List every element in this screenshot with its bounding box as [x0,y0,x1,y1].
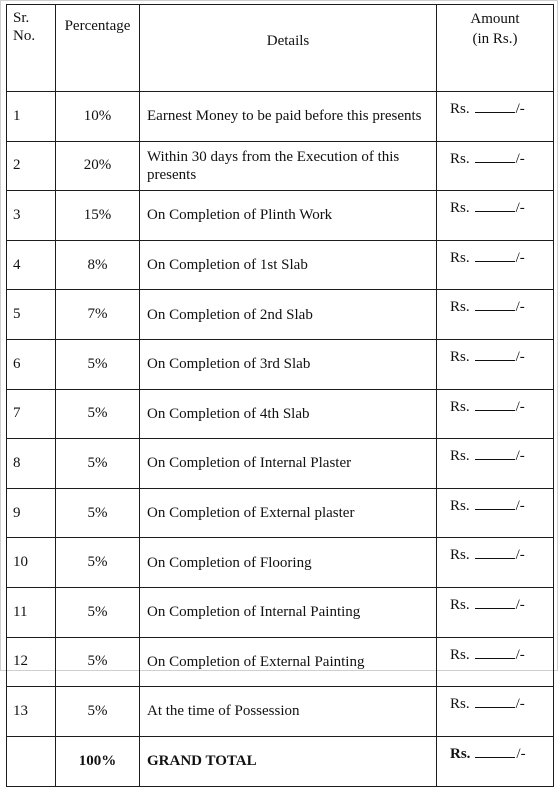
table-body [7,92,554,787]
sr-no-cell: 3 [7,191,56,241]
amount-header [437,5,554,92]
details-cell: Within 30 days from the Execution of this presents [140,141,437,191]
amount-cell [437,290,554,340]
amount-suffix: /- [515,547,525,564]
table-row [7,439,554,489]
details-cell: On Completion of 1st Slab [140,240,437,290]
amount-blank-line[interactable] [475,398,515,411]
details-cell: On Completion of External plaster [140,488,437,538]
rs-label: Rs. [450,299,470,316]
grand-total-row [7,736,554,786]
amount-suffix: /- [515,348,525,365]
percentage-cell: 15% [56,191,140,241]
amount-blank-line[interactable] [475,249,515,262]
percentage-cell: 20% [56,141,140,191]
amount-suffix: /- [515,646,525,663]
percentage-cell: 5% [56,687,140,737]
sr-no-cell: 13 [7,687,56,737]
details-cell: Earnest Money to be paid before this presents [140,92,437,142]
sr-header-line2: No. [13,28,36,44]
rs-label: Rs. [450,249,470,266]
sr-no-cell: 2 [7,141,56,191]
percentage-cell: 10% [56,92,140,142]
amount-cell [437,240,554,290]
table-row [7,240,554,290]
sr-no-cell: 7 [7,389,56,439]
amount-blank-line[interactable] [475,100,515,113]
table-row [7,637,554,687]
amount-blank-line[interactable] [475,596,515,609]
percentage-cell: 5% [56,389,140,439]
amount-blank-line[interactable] [475,546,515,559]
amount-suffix: /- [515,497,525,514]
percentage-cell: 5% [56,637,140,687]
rs-label: Rs. [450,448,470,465]
rs-label: Rs. [450,596,470,613]
sr-no-cell: 4 [7,240,56,290]
sr-no-cell: 8 [7,439,56,489]
details-header: Details [140,5,437,92]
percentage-cell: 8% [56,240,140,290]
details-cell: On Completion of 3rd Slab [140,339,437,389]
sr-no-cell: 12 [7,637,56,687]
amount-suffix: /- [515,696,525,713]
amount-suffix: /- [515,596,525,613]
details-cell: On Completion of Internal Painting [140,587,437,637]
amount-blank-line[interactable] [475,497,515,510]
table-row [7,538,554,588]
table-row [7,339,554,389]
rs-label: Rs. [450,547,470,564]
amount-blank-line[interactable] [475,695,515,708]
sr-no-cell: 6 [7,339,56,389]
amount-blank-line[interactable] [475,150,515,163]
percentage-header: Percentage [56,5,140,92]
amount-suffix: /- [515,150,525,167]
amount-cell [437,687,554,737]
percentage-cell: 5% [56,538,140,588]
percentage-cell: 5% [56,439,140,489]
details-cell: On Completion of Flooring [140,538,437,588]
table-row [7,488,554,538]
table-row [7,92,554,142]
amount-blank-line[interactable] [475,646,515,659]
sr-no-cell: 10 [7,538,56,588]
amount-cell [437,538,554,588]
details-cell: On Completion of Internal Plaster [140,439,437,489]
percentage-cell: 5% [56,587,140,637]
amount-suffix: /- [515,398,525,415]
percentage-cell: 7% [56,290,140,340]
payment-schedule-table [6,4,554,787]
sr-header-line1: Sr. [13,10,30,26]
rs-label: Rs. [450,646,470,663]
rs-label: Rs. [450,497,470,514]
rs-label: Rs. [450,150,470,167]
rs-label: Rs. [450,745,471,762]
rs-label: Rs. [450,200,470,217]
details-cell: On Completion of External Painting [140,637,437,687]
sr-no-cell: 1 [7,92,56,142]
details-cell: On Completion of 4th Slab [140,389,437,439]
percentage-cell: 5% [56,488,140,538]
table-row [7,687,554,737]
amount-blank-line[interactable] [475,745,515,758]
amount-cell [437,637,554,687]
percentage-cell: 5% [56,339,140,389]
amount-cell [437,191,554,241]
sr-no-cell [7,736,56,786]
header-row [7,5,554,92]
percentage-cell: 100% [56,736,140,786]
amount-cell [437,488,554,538]
table-row [7,587,554,637]
sr-no-cell: 11 [7,587,56,637]
amount-blank-line[interactable] [475,447,515,460]
amount-header-line1: Amount [470,11,520,27]
amount-blank-line[interactable] [475,348,515,361]
amount-cell [437,141,554,191]
amount-suffix: /- [515,101,525,117]
sr-no-cell: 5 [7,290,56,340]
details-cell: GRAND TOTAL [140,736,437,786]
amount-suffix: /- [515,200,525,217]
table-row [7,141,554,191]
table-row [7,191,554,241]
details-cell: On Completion of 2nd Slab [140,290,437,340]
amount-blank-line[interactable] [475,199,515,212]
details-cell: On Completion of Plinth Work [140,191,437,241]
amount-suffix: /- [516,745,526,762]
table-row [7,389,554,439]
amount-cell [437,339,554,389]
sr-no-header [7,5,56,92]
amount-cell [437,587,554,637]
amount-header-line2: (in Rs.) [472,31,518,47]
sr-no-cell: 9 [7,488,56,538]
amount-cell [437,439,554,489]
amount-suffix: /- [515,448,525,465]
details-cell: At the time of Possession [140,687,437,737]
rs-label: Rs. [450,101,470,117]
table-row [7,290,554,340]
amount-cell [437,92,554,142]
amount-cell [437,736,554,786]
rs-label: Rs. [450,348,470,365]
rs-label: Rs. [450,696,470,713]
amount-suffix: /- [515,249,525,266]
amount-suffix: /- [515,299,525,316]
amount-cell [437,389,554,439]
amount-blank-line[interactable] [475,298,515,311]
rs-label: Rs. [450,398,470,415]
